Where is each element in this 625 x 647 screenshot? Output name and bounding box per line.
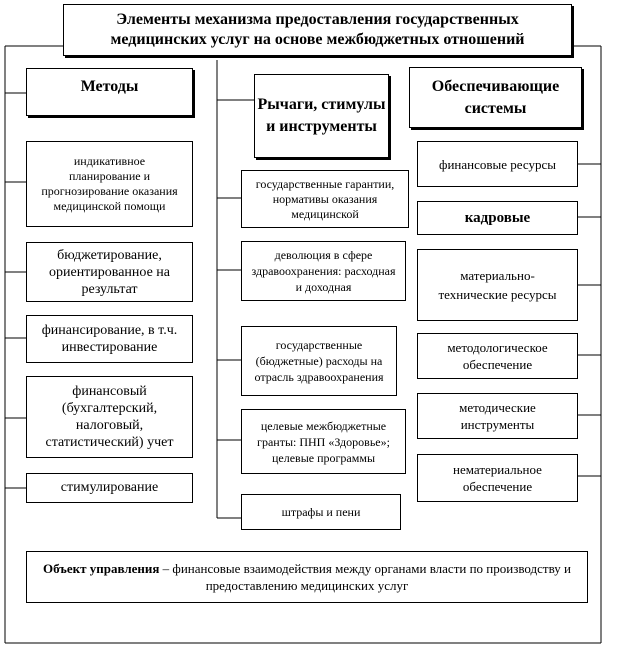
method-item-planning: индикативное планирование и прогнозирование оказания медицинской помощи: [26, 141, 193, 227]
footer-box: [26, 551, 588, 603]
levers-header: Рычаги, стимулы и инструменты: [257, 96, 386, 135]
support-item-personnel: кадровые: [417, 201, 578, 235]
support-item-methodological: методологическое обеспечение: [417, 333, 578, 379]
method-item-stimulation: стимулирование: [26, 473, 193, 503]
support-header-box: [409, 67, 582, 128]
methods-header: Методы: [80, 78, 139, 95]
support-header: Обеспечивающие системы: [431, 77, 560, 117]
support-item-methodical: методические инструменты: [417, 393, 578, 439]
method-item-budgeting: бюджетирование, ориентированное на результат: [26, 242, 193, 302]
lever-item-guarantees: государственные гарантии, нормативы оказания медицинской: [241, 170, 409, 228]
lever-item-expenditures: государственные (бюджетные) расходы на отрасль здравоохранения: [241, 326, 397, 396]
footer-label: Объект управления: [42, 561, 160, 576]
method-item-financing: финансирование, в т.ч. инвестирование: [26, 315, 193, 363]
diagram-title: Элементы механизма предоставления государственных медицинских услуг на основе межбюджетных отношений: [110, 11, 525, 48]
diagram-title-box: [63, 4, 572, 56]
support-item-material: материально-технические ресурсы: [417, 249, 578, 321]
support-item-financial: финансовые ресурсы: [417, 141, 578, 187]
lever-item-fines: штрафы и пени: [241, 494, 401, 530]
levers-header-box: [254, 74, 389, 158]
support-item-intangible: нематериальное обеспечение: [417, 454, 578, 502]
lever-item-devolution: деволюция в сфере здравоохранения: расходная и доходная: [241, 241, 406, 301]
footer-text: [35, 560, 579, 594]
methods-header-box: [26, 68, 193, 116]
footer-description: – финансовые взаимодействия между органами власти по производству и предоставлению медицинских услуг: [159, 561, 571, 593]
lever-item-grants: целевые межбюджетные гранты: ПНП «Здоровье»; целевые программы: [241, 409, 406, 474]
method-item-accounting: финансовый (бухгалтерский, налоговый, статистический) учет: [26, 376, 193, 458]
